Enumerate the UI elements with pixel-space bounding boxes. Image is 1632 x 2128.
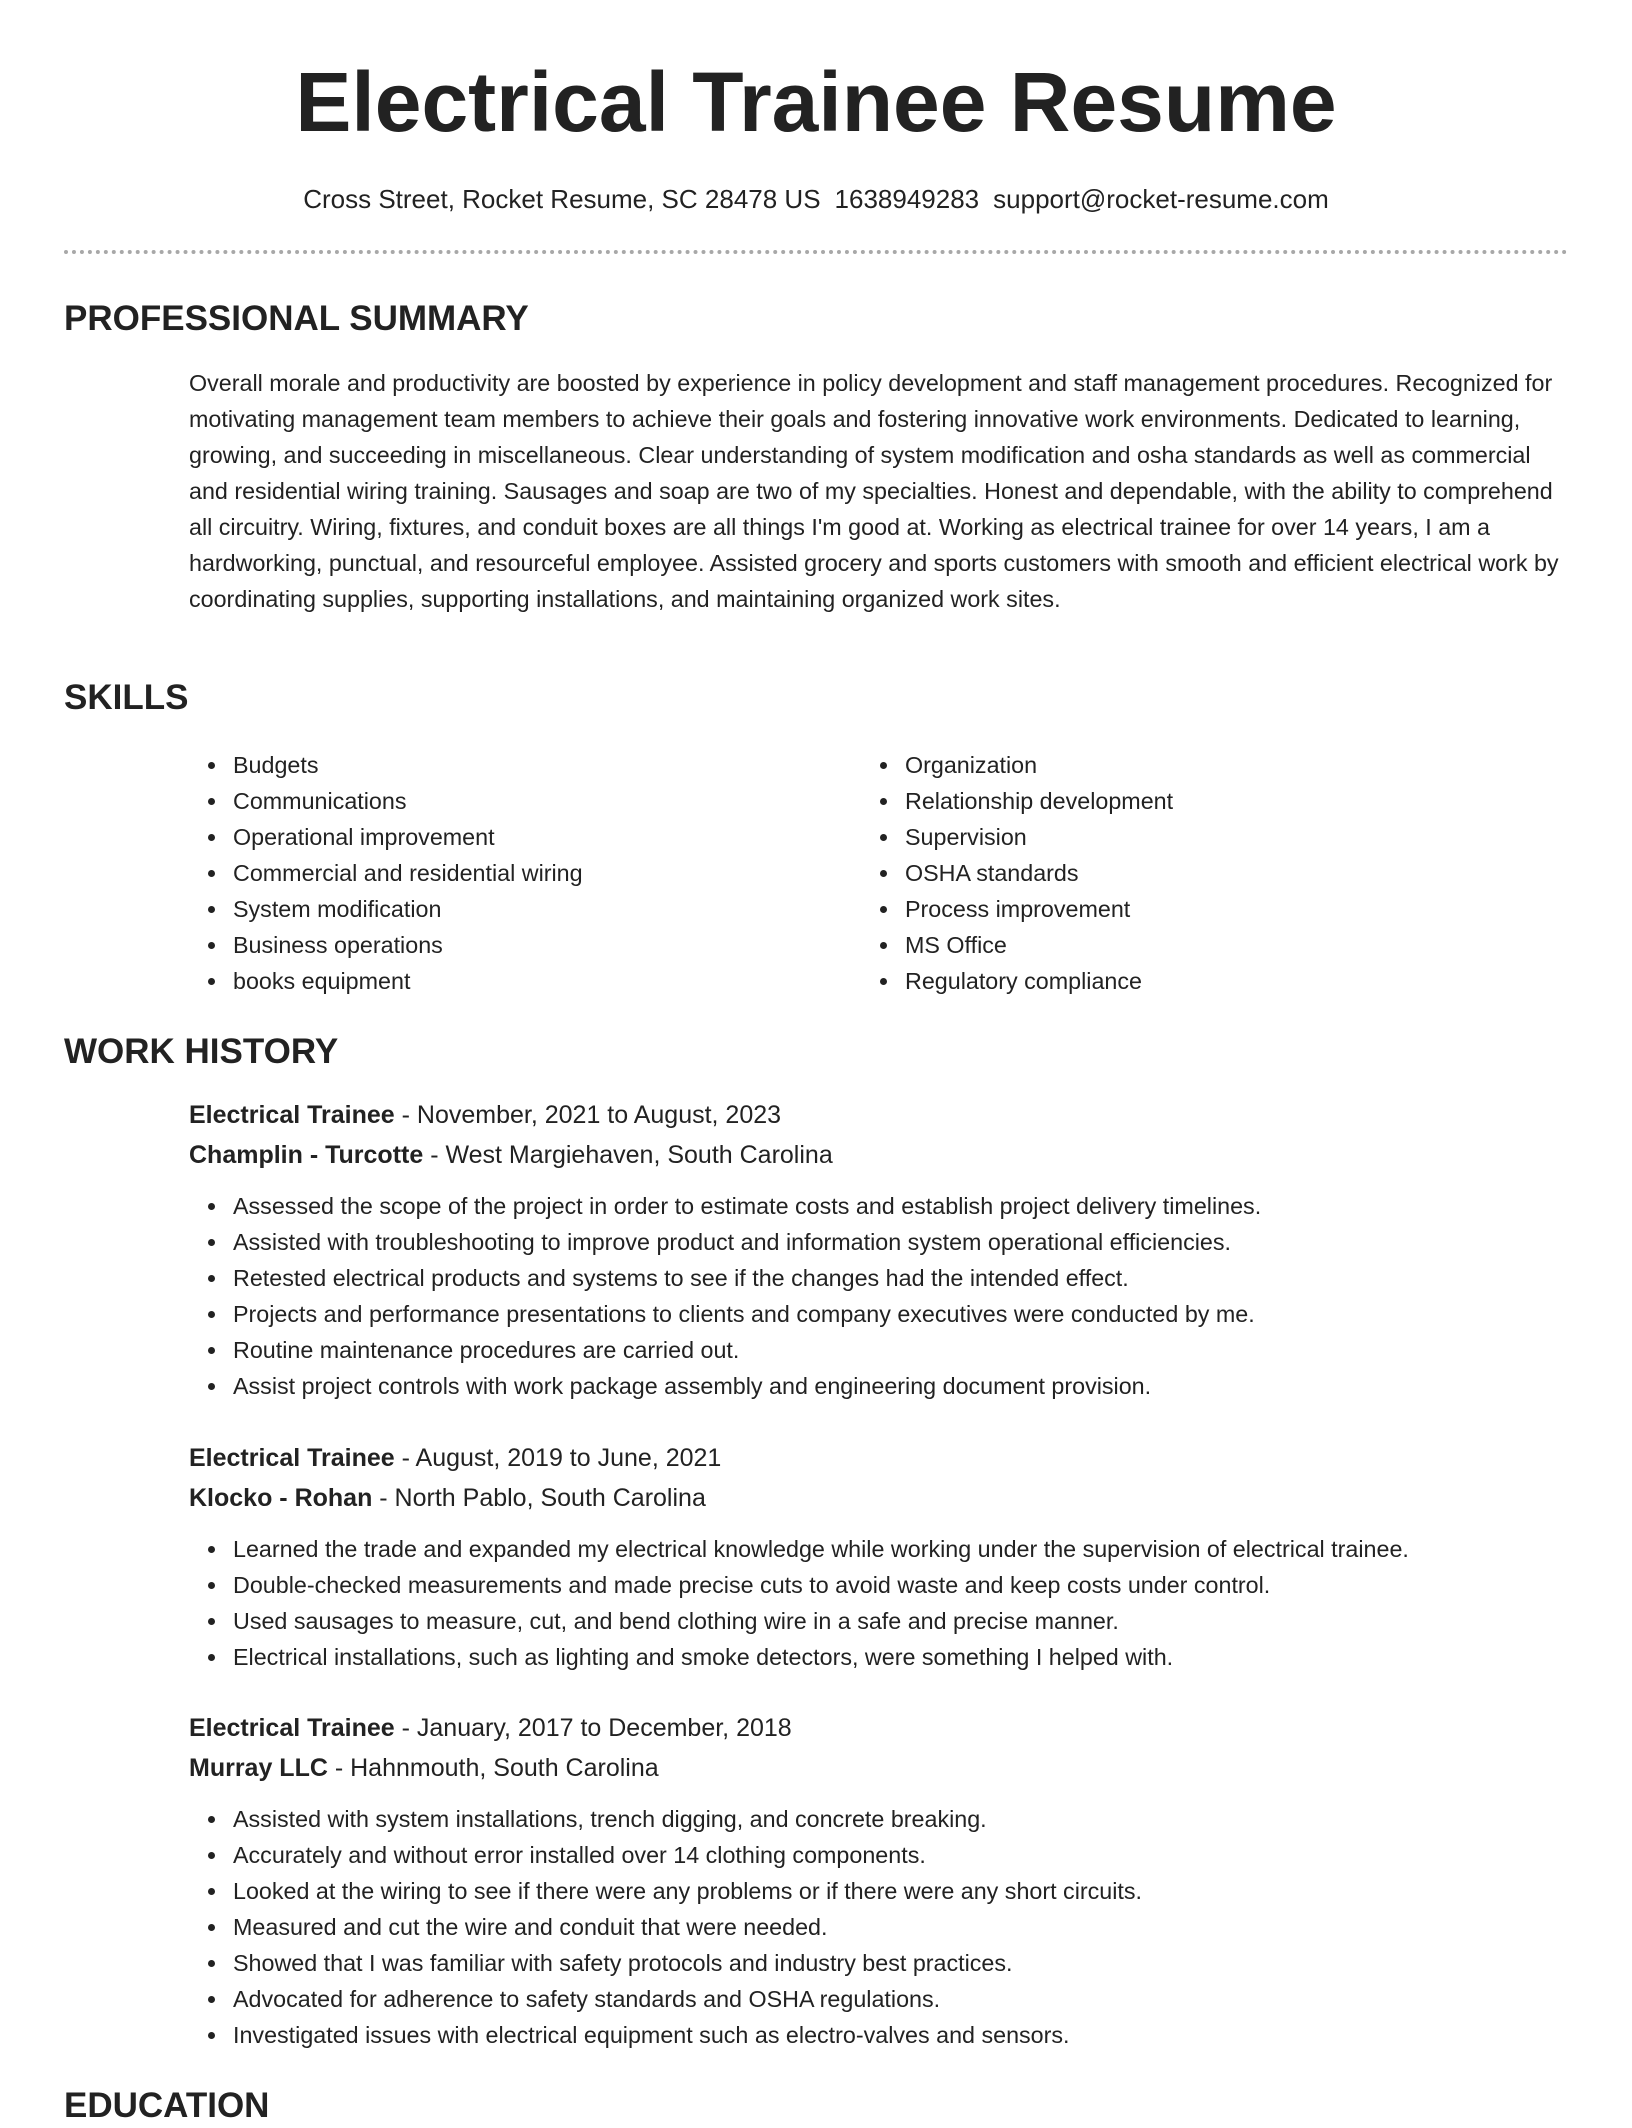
job-title-line [189, 1708, 1589, 1748]
job-location: - West Margiehaven, South Carolina [423, 1141, 833, 1169]
job-company: Champlin - Turcotte [189, 1141, 424, 1169]
skills-column-right [861, 747, 1173, 999]
job-duty: Assisted with troubleshooting to improve product and information system operational efficiencies. [233, 1224, 1589, 1260]
job-duty: Electrical installations, such as lighting and smoke detectors, were something I helped with. [233, 1639, 1589, 1675]
skill-item: books equipment [233, 963, 583, 999]
skill-item: System modification [233, 891, 583, 927]
job-duty: Assessed the scope of the project in order to estimate costs and establish project delivery timelines. [233, 1188, 1589, 1224]
contact-line [0, 182, 1632, 216]
job-entry [189, 1438, 1589, 1675]
job-title: Electrical Trainee [189, 1444, 395, 1472]
job-company-line [189, 1478, 1589, 1518]
skill-item: Supervision [905, 819, 1173, 855]
job-duty: Accurately and without error installed over 14 clothing components. [233, 1837, 1589, 1873]
skill-item: Operational improvement [233, 819, 583, 855]
education-heading: EDUCATION [64, 2086, 270, 2125]
job-entry [189, 1708, 1589, 2053]
job-duty: Used sausages to measure, cut, and bend clothing wire in a safe and precise manner. [233, 1603, 1589, 1639]
contact-address: Cross Street, Rocket Resume, SC 28478 US [303, 184, 821, 214]
skills-list-right [861, 747, 1173, 999]
summary-heading: PROFESSIONAL SUMMARY [64, 299, 529, 338]
job-duty: Double-checked measurements and made precise cuts to avoid waste and keep costs under control. [233, 1567, 1589, 1603]
job-duty: Routine maintenance procedures are carried out. [233, 1332, 1589, 1368]
job-duty: Assisted with system installations, trench digging, and concrete breaking. [233, 1801, 1589, 1837]
skill-item: Communications [233, 783, 583, 819]
skill-item: Business operations [233, 927, 583, 963]
job-company: Klocko - Rohan [189, 1484, 373, 1512]
skill-item: Budgets [233, 747, 583, 783]
summary-text: Overall morale and productivity are boosted by experience in policy development and staff management procedures. Recognized for motivating management team members to achieve their goals and fostering innovative work environments. Dedicated to learning, growing, and succeeding in miscellaneous. Clear understanding of system modification and osha standards as well as commercial and residential wiring training. Sausages and soap are two of my specialties. Honest and dependable, with the ability to comprehend all circuitry. Wiring, fixtures, and conduit boxes are all things I'm good at. Working as electrical trainee for over 14 years, I am a hardworking, punctual, and resourceful employee. Assisted grocery and sports customers with smooth and efficient electrical work by coordinating supplies, supporting installations, and maintaining organized work sites. [189, 370, 1559, 612]
skill-item: Process improvement [905, 891, 1173, 927]
job-duty: Assist project controls with work package assembly and engineering document provision. [233, 1368, 1589, 1404]
job-duty: Retested electrical products and systems to see if the changes had the intended effect. [233, 1260, 1589, 1296]
job-dates: - January, 2017 to December, 2018 [394, 1714, 792, 1742]
skill-item: Regulatory compliance [905, 963, 1173, 999]
job-duty: Showed that I was familiar with safety protocols and industry best practices. [233, 1945, 1589, 1981]
job-duty: Investigated issues with electrical equipment such as electro-valves and sensors. [233, 2017, 1589, 2053]
skills-heading: SKILLS [64, 678, 189, 717]
job-duty: Advocated for adherence to safety standards and OSHA regulations. [233, 1981, 1589, 2017]
job-title-line [189, 1438, 1589, 1478]
job-duty: Looked at the wiring to see if there were any problems or if there were any short circuits. [233, 1873, 1589, 1909]
job-company: Murray LLC [189, 1754, 328, 1782]
contact-email: support@rocket-resume.com [993, 184, 1329, 214]
job-location: - Hahnmouth, South Carolina [327, 1754, 659, 1782]
skill-item: Relationship development [905, 783, 1173, 819]
job-duty: Projects and performance presentations to clients and company executives were conducted by me. [233, 1296, 1589, 1332]
skills-list-left [189, 747, 583, 999]
job-location: - North Pablo, South Carolina [372, 1484, 706, 1512]
skill-item: Commercial and residential wiring [233, 855, 583, 891]
job-company-line [189, 1135, 1589, 1175]
job-duties-list [189, 1531, 1589, 1675]
job-duty: Learned the trade and expanded my electrical knowledge while working under the supervision of electrical trainee. [233, 1531, 1589, 1567]
skill-item: OSHA standards [905, 855, 1173, 891]
job-title: Electrical Trainee [189, 1101, 395, 1129]
job-entry [189, 1095, 1589, 1404]
job-title: Electrical Trainee [189, 1714, 395, 1742]
job-duty: Measured and cut the wire and conduit that were needed. [233, 1909, 1589, 1945]
contact-phone: 1638949283 [834, 184, 980, 214]
job-dates: - August, 2019 to June, 2021 [394, 1444, 722, 1472]
job-dates: - November, 2021 to August, 2023 [394, 1101, 782, 1129]
work-history-heading: WORK HISTORY [64, 1032, 339, 1071]
job-company-line [189, 1748, 1589, 1788]
job-duties-list [189, 1801, 1589, 2053]
job-duties-list [189, 1188, 1589, 1404]
header-divider [64, 250, 1568, 254]
resume-title: Electrical Trainee Resume [295, 55, 1337, 149]
skills-column-left [189, 747, 583, 999]
skill-item: MS Office [905, 927, 1173, 963]
job-title-line [189, 1095, 1589, 1135]
skill-item: Organization [905, 747, 1173, 783]
